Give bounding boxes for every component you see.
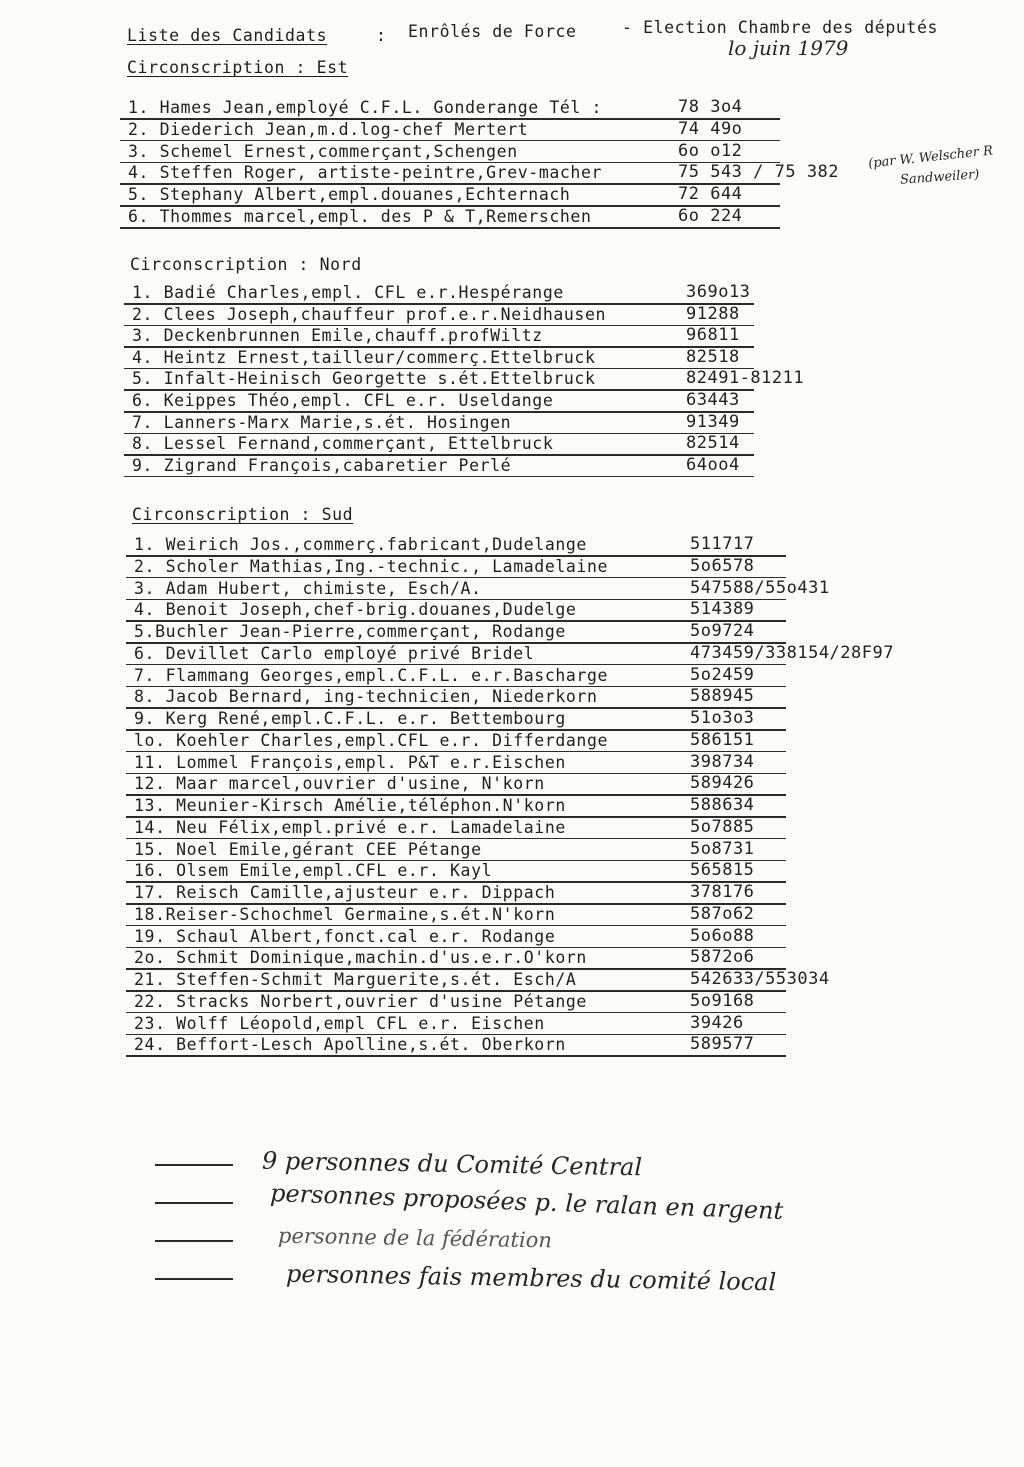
sud-candidate-row [0, 1035, 1024, 1057]
phone-number: 63443 [686, 390, 740, 410]
phone-number: 6o o12 [678, 140, 743, 161]
nord-candidate-row [0, 326, 1024, 348]
candidate-entry: 6. Keippes Théo,empl. CFL e.r. Useldange [132, 391, 554, 410]
phone-number: 5o6578 [690, 555, 755, 576]
candidate-entry: 17. Reisch Camille,ajusteur e.r. Dippach [134, 883, 556, 902]
legend-dash [155, 1164, 233, 1166]
candidate-entry: 19. Schaul Albert,fonct.cal e.r. Rodange [134, 926, 556, 946]
sud-candidate-row [0, 687, 1024, 709]
est-margin-note-2: Sandweiler) [899, 167, 980, 188]
candidate-entry: 15. Noel Emile,gérant CEE Pétange [134, 839, 482, 859]
section-heading-nord: Circonscription : Nord [130, 255, 362, 274]
phone-number: 542633/553034 [690, 969, 830, 989]
candidate-entry: 3. Schemel Ernest,commerçant,Schengen [128, 141, 518, 161]
phone-number: 5o7885 [690, 816, 755, 837]
sud-candidate-row [0, 579, 1024, 601]
nord-candidate-row [0, 283, 1024, 305]
est-candidate-row [0, 120, 1024, 142]
phone-number: 72 644 [678, 184, 743, 205]
candidate-entry: 12. Maar marcel,ouvrier d'usine, N'korn [134, 774, 545, 794]
phone-number: 589577 [690, 1034, 755, 1055]
nord-candidate-row [0, 348, 1024, 370]
underline-rule [124, 476, 754, 478]
sud-candidate-row [0, 796, 1024, 818]
candidate-entry: 2. Scholer Mathias,Ing.-technic., Lamadelaine [134, 556, 609, 576]
phone-number: 6o 224 [678, 206, 743, 226]
legend-handwritten-text: 9 personnes du Comité Central [261, 1146, 643, 1182]
phone-number: 473459/338154/28F97 [690, 642, 894, 663]
phone-number: 82518 [686, 346, 740, 367]
candidate-entry: 8. Jacob Bernard, ing-technicien, Niederkorn [134, 687, 598, 707]
phone-number: 75 543 / 75 382 [678, 162, 840, 183]
candidate-entry: 4. Steffen Roger, artiste-peintre,Grev-macher [128, 163, 603, 183]
candidate-entry: 14. Neu Félix,empl.privé e.r. Lamadelaine [134, 817, 566, 837]
candidate-entry: 24. Beffort-Lesch Apolline,s.ét. Oberkorn [134, 1035, 566, 1055]
phone-number: 5o2459 [690, 664, 755, 685]
phone-number: 378176 [690, 882, 755, 902]
legend-handwritten-text: personnes proposées p. le ralan en argent [269, 1179, 784, 1225]
candidate-entry: 1. Weirich Jos.,commerç.fabricant,Dudelange [134, 535, 587, 554]
group-title: Enrôlés de Force [408, 22, 577, 41]
sud-candidate-row [0, 600, 1024, 622]
candidate-entry: 2. Diederich Jean,m.d.log-chef Mertert [128, 119, 529, 139]
candidate-entry: 3. Deckenbrunnen Emile,chauff.profWiltz [132, 326, 543, 346]
sud-candidate-row [0, 535, 1024, 557]
section-heading-est: Circonscription : Est [127, 58, 349, 77]
candidate-entry: 1. Hames Jean,employé C.F.L. Gonderange Tél : [128, 98, 603, 117]
sud-candidate-row [0, 927, 1024, 949]
phone-number: 511717 [690, 534, 755, 554]
sud-candidate-row [0, 753, 1024, 775]
phone-number: 588945 [690, 686, 755, 707]
phone-number: 589426 [690, 773, 755, 794]
phone-number: 91288 [686, 303, 740, 324]
section-heading-sud: Circonscription : Sud [132, 505, 354, 524]
candidate-entry: lo. Koehler Charles,empl.CFL e.r. Differdange [134, 730, 609, 750]
phone-number: 5872o6 [690, 947, 755, 968]
candidate-entry: 16. Olsem Emile,empl.CFL e.r. Kayl [134, 861, 493, 881]
candidate-entry: 23. Wolff Léopold,empl CFL e.r. Eischen [134, 1013, 545, 1033]
underline-rule [126, 1055, 786, 1057]
phone-number: 369o13 [686, 282, 751, 302]
legend-dash [155, 1202, 233, 1204]
candidate-entry: 1. Badié Charles,empl. CFL e.r.Hespérange [132, 283, 564, 302]
legend-handwritten-text: personnes fais membres du comité local [285, 1259, 777, 1297]
sud-candidate-row [0, 883, 1024, 905]
phone-number: 586151 [690, 729, 755, 750]
sud-candidate-row [0, 557, 1024, 579]
candidate-entry: 13. Meunier-Kirsch Amélie,téléphon.N'korn [134, 796, 566, 815]
nord-candidate-row [0, 434, 1024, 456]
est-candidate-row [0, 98, 1024, 120]
sud-candidate-row [0, 644, 1024, 666]
phone-number: 398734 [690, 751, 755, 772]
nord-candidate-row [0, 391, 1024, 413]
est-margin-note: (par W. Welscher R [867, 143, 994, 172]
phone-number: 51o3o3 [690, 708, 755, 728]
candidate-entry: 4. Benoit Joseph,chef-brig.douanes,Dudelge [134, 600, 577, 620]
phone-number: 96811 [686, 325, 740, 346]
phone-number: 64oo4 [686, 454, 740, 475]
list-title: Liste des Candidats [127, 26, 328, 45]
sud-candidate-row [0, 731, 1024, 753]
sud-candidate-row [0, 948, 1024, 970]
sud-candidate-row [0, 709, 1024, 731]
sud-candidate-row [0, 1014, 1024, 1036]
phone-number: 565815 [690, 860, 755, 881]
candidate-entry: 6. Devillet Carlo employé privé Bridel [134, 643, 535, 663]
legend-dash [155, 1240, 233, 1242]
nord-candidate-row [0, 369, 1024, 391]
candidate-entry: 22. Stracks Norbert,ouvrier d'usine Pétange [134, 991, 587, 1011]
candidate-entry: 7. Flammang Georges,empl.C.F.L. e.r.Bascharge [134, 665, 609, 685]
candidate-entry: 8. Lessel Fernand,commerçant, Ettelbruck [132, 434, 554, 454]
candidate-entry: 9. Kerg René,empl.C.F.L. e.r. Bettembourg [134, 709, 566, 728]
candidate-entry: 6. Thommes marcel,empl. des P & T,Remerschen [128, 207, 592, 226]
sud-candidate-row [0, 774, 1024, 796]
candidate-entry: 11. Lommel François,empl. P&T e.r.Eischen [134, 752, 566, 772]
sud-candidate-row [0, 622, 1024, 644]
candidate-entry: 5. Infalt-Heinisch Georgette s.ét.Ettelbruck [132, 369, 596, 389]
phone-number: 5o6o88 [690, 925, 755, 946]
candidate-entry: 4. Heintz Ernest,tailleur/commerç.Ettelbruck [132, 347, 596, 367]
candidate-entry: 2. Clees Joseph,chauffeur prof.e.r.Neidhausen [132, 304, 607, 324]
sud-candidate-row [0, 905, 1024, 927]
candidate-entry: 7. Lanners-Marx Marie,s.ét. Hosingen [132, 412, 512, 432]
sud-candidate-row [0, 818, 1024, 840]
nord-candidate-row [0, 456, 1024, 478]
phone-number: 74 49o [678, 118, 743, 139]
election-date: lo juin 1979 [728, 36, 849, 60]
title-separator: : [376, 26, 387, 45]
phone-number: 82514 [686, 433, 740, 454]
sud-candidate-row [0, 970, 1024, 992]
candidate-entry: 5.Buchler Jean-Pierre,commerçant, Rodange [134, 622, 566, 641]
nord-candidate-row [0, 305, 1024, 327]
underline-rule [120, 227, 780, 229]
phone-number: 91349 [686, 411, 740, 432]
candidate-entry: 3. Adam Hubert, chimiste, Esch/A. [134, 578, 482, 598]
sud-candidate-row [0, 992, 1024, 1014]
phone-number: 5o9168 [690, 990, 755, 1011]
candidate-entry: 9. Zigrand François,cabaretier Perlé [132, 455, 512, 475]
phone-number: 5o9724 [690, 621, 755, 641]
est-candidate-row [0, 207, 1024, 229]
sud-candidate-row [0, 861, 1024, 883]
sud-candidate-row [0, 666, 1024, 688]
phone-number: 588634 [690, 795, 755, 815]
phone-number: 547588/55o431 [690, 577, 830, 598]
nord-candidate-row [0, 413, 1024, 435]
phone-number: 39426 [690, 1012, 744, 1033]
legend-handwritten-text: personne de la fédération [277, 1223, 553, 1253]
phone-number: 5o8731 [690, 838, 755, 859]
phone-number: 587o62 [690, 903, 755, 924]
est-candidate-row [0, 185, 1024, 207]
sud-candidate-row [0, 840, 1024, 862]
candidate-entry: 21. Steffen-Schmit Marguerite,s.ét. Esch/A [134, 970, 577, 989]
phone-number: 78 3o4 [678, 97, 743, 117]
phone-number: 82491-81211 [686, 368, 805, 389]
election-title: - Election Chambre des députés [622, 18, 939, 37]
legend-dash [155, 1278, 233, 1280]
candidate-entry: 5. Stephany Albert,empl.douanes,Echternach [128, 185, 571, 205]
candidate-entry: 18.Reiser-Schochmel Germaine,s.ét.N'korn [134, 904, 556, 924]
candidate-entry: 2o. Schmit Dominique,machin.d'us.e.r.O'korn [134, 948, 587, 968]
phone-number: 514389 [690, 599, 755, 620]
